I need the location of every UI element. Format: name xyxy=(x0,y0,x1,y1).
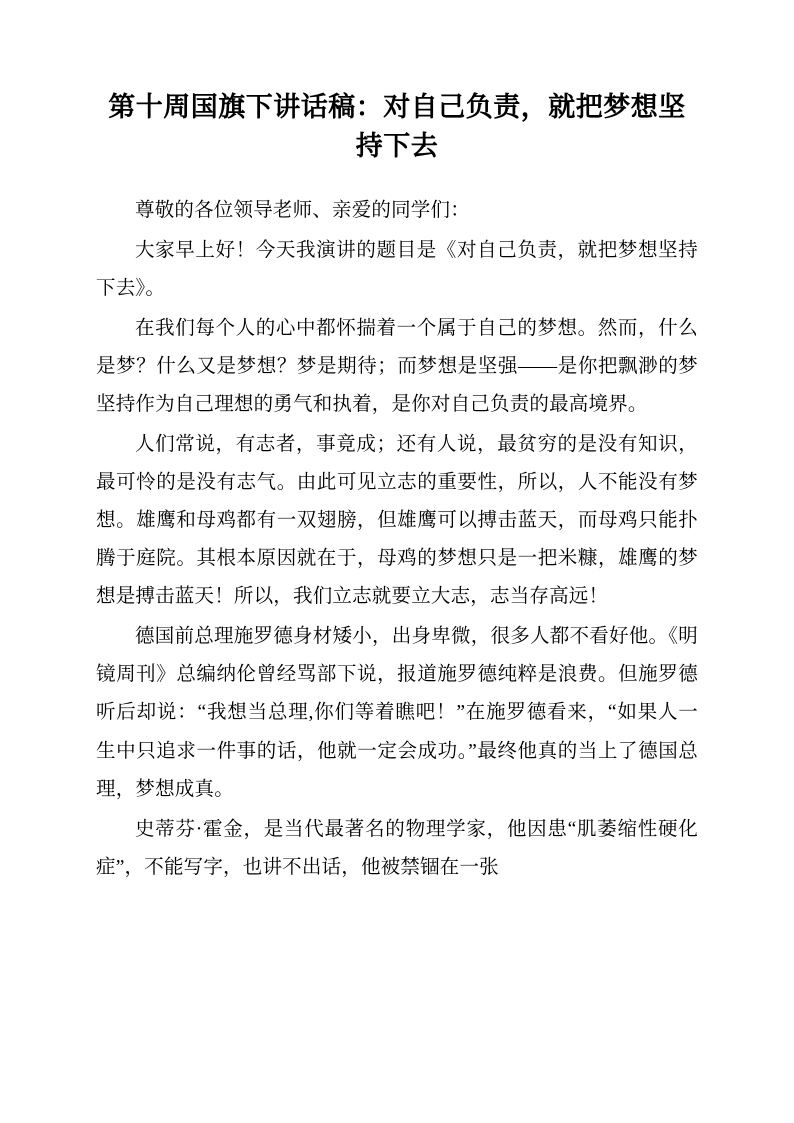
paragraph: 人们常说，有志者，事竟成；还有人说，最贫穷的是没有知识，最可怜的是没有志气。由此可见立志的重要性，所以，人不能没有梦想。雄鹰和母鸡都有一双翅膀，但雄鹰可以搏击蓝天，而母鸡只能扑腾于庭院。其根本原因就在于，母鸡的梦想只是一把米糠，雄鹰的梦想是搏击蓝天！所以，我们立志就要立大志，志当存高远！ xyxy=(96,434,698,608)
paragraph: 大家早上好！今天我演讲的题目是《对自己负责，就把梦想坚持下去》。 xyxy=(96,240,698,300)
document-body xyxy=(96,192,698,886)
page-title: 第十周国旗下讲话稿：对自己负责，就把梦想坚持下去 xyxy=(108,92,686,162)
paragraph: 在我们每个人的心中都怀揣着一个属于自己的梦想。然而，什么是梦？什么又是梦想？梦是期待；而梦想是坚强——是你把飘渺的梦坚持作为自己理想的勇气和执着，是你对自己负责的最高境界。 xyxy=(96,318,698,416)
paragraph: 德国前总理施罗德身材矮小，出身卑微，很多人都不看好他。《明镜周刊》总编纳伦曾经骂部下说，报道施罗德纯粹是浪费。但施罗德听后却说：“我想当总理,你们等着瞧吧！”在施罗德看来，“如果人一生中只追求一件事的话，他就一定会成功。”最终他真的当上了德国总理，梦想成真。 xyxy=(96,626,698,800)
paragraph: 尊敬的各位领导老师、亲爱的同学们： xyxy=(135,200,470,222)
paragraph: 史蒂芬·霍金，是当代最著名的物理学家，他因患“肌萎缩性硬化症”，不能写字，也讲不出话，他被禁锢在一张 xyxy=(96,818,698,878)
